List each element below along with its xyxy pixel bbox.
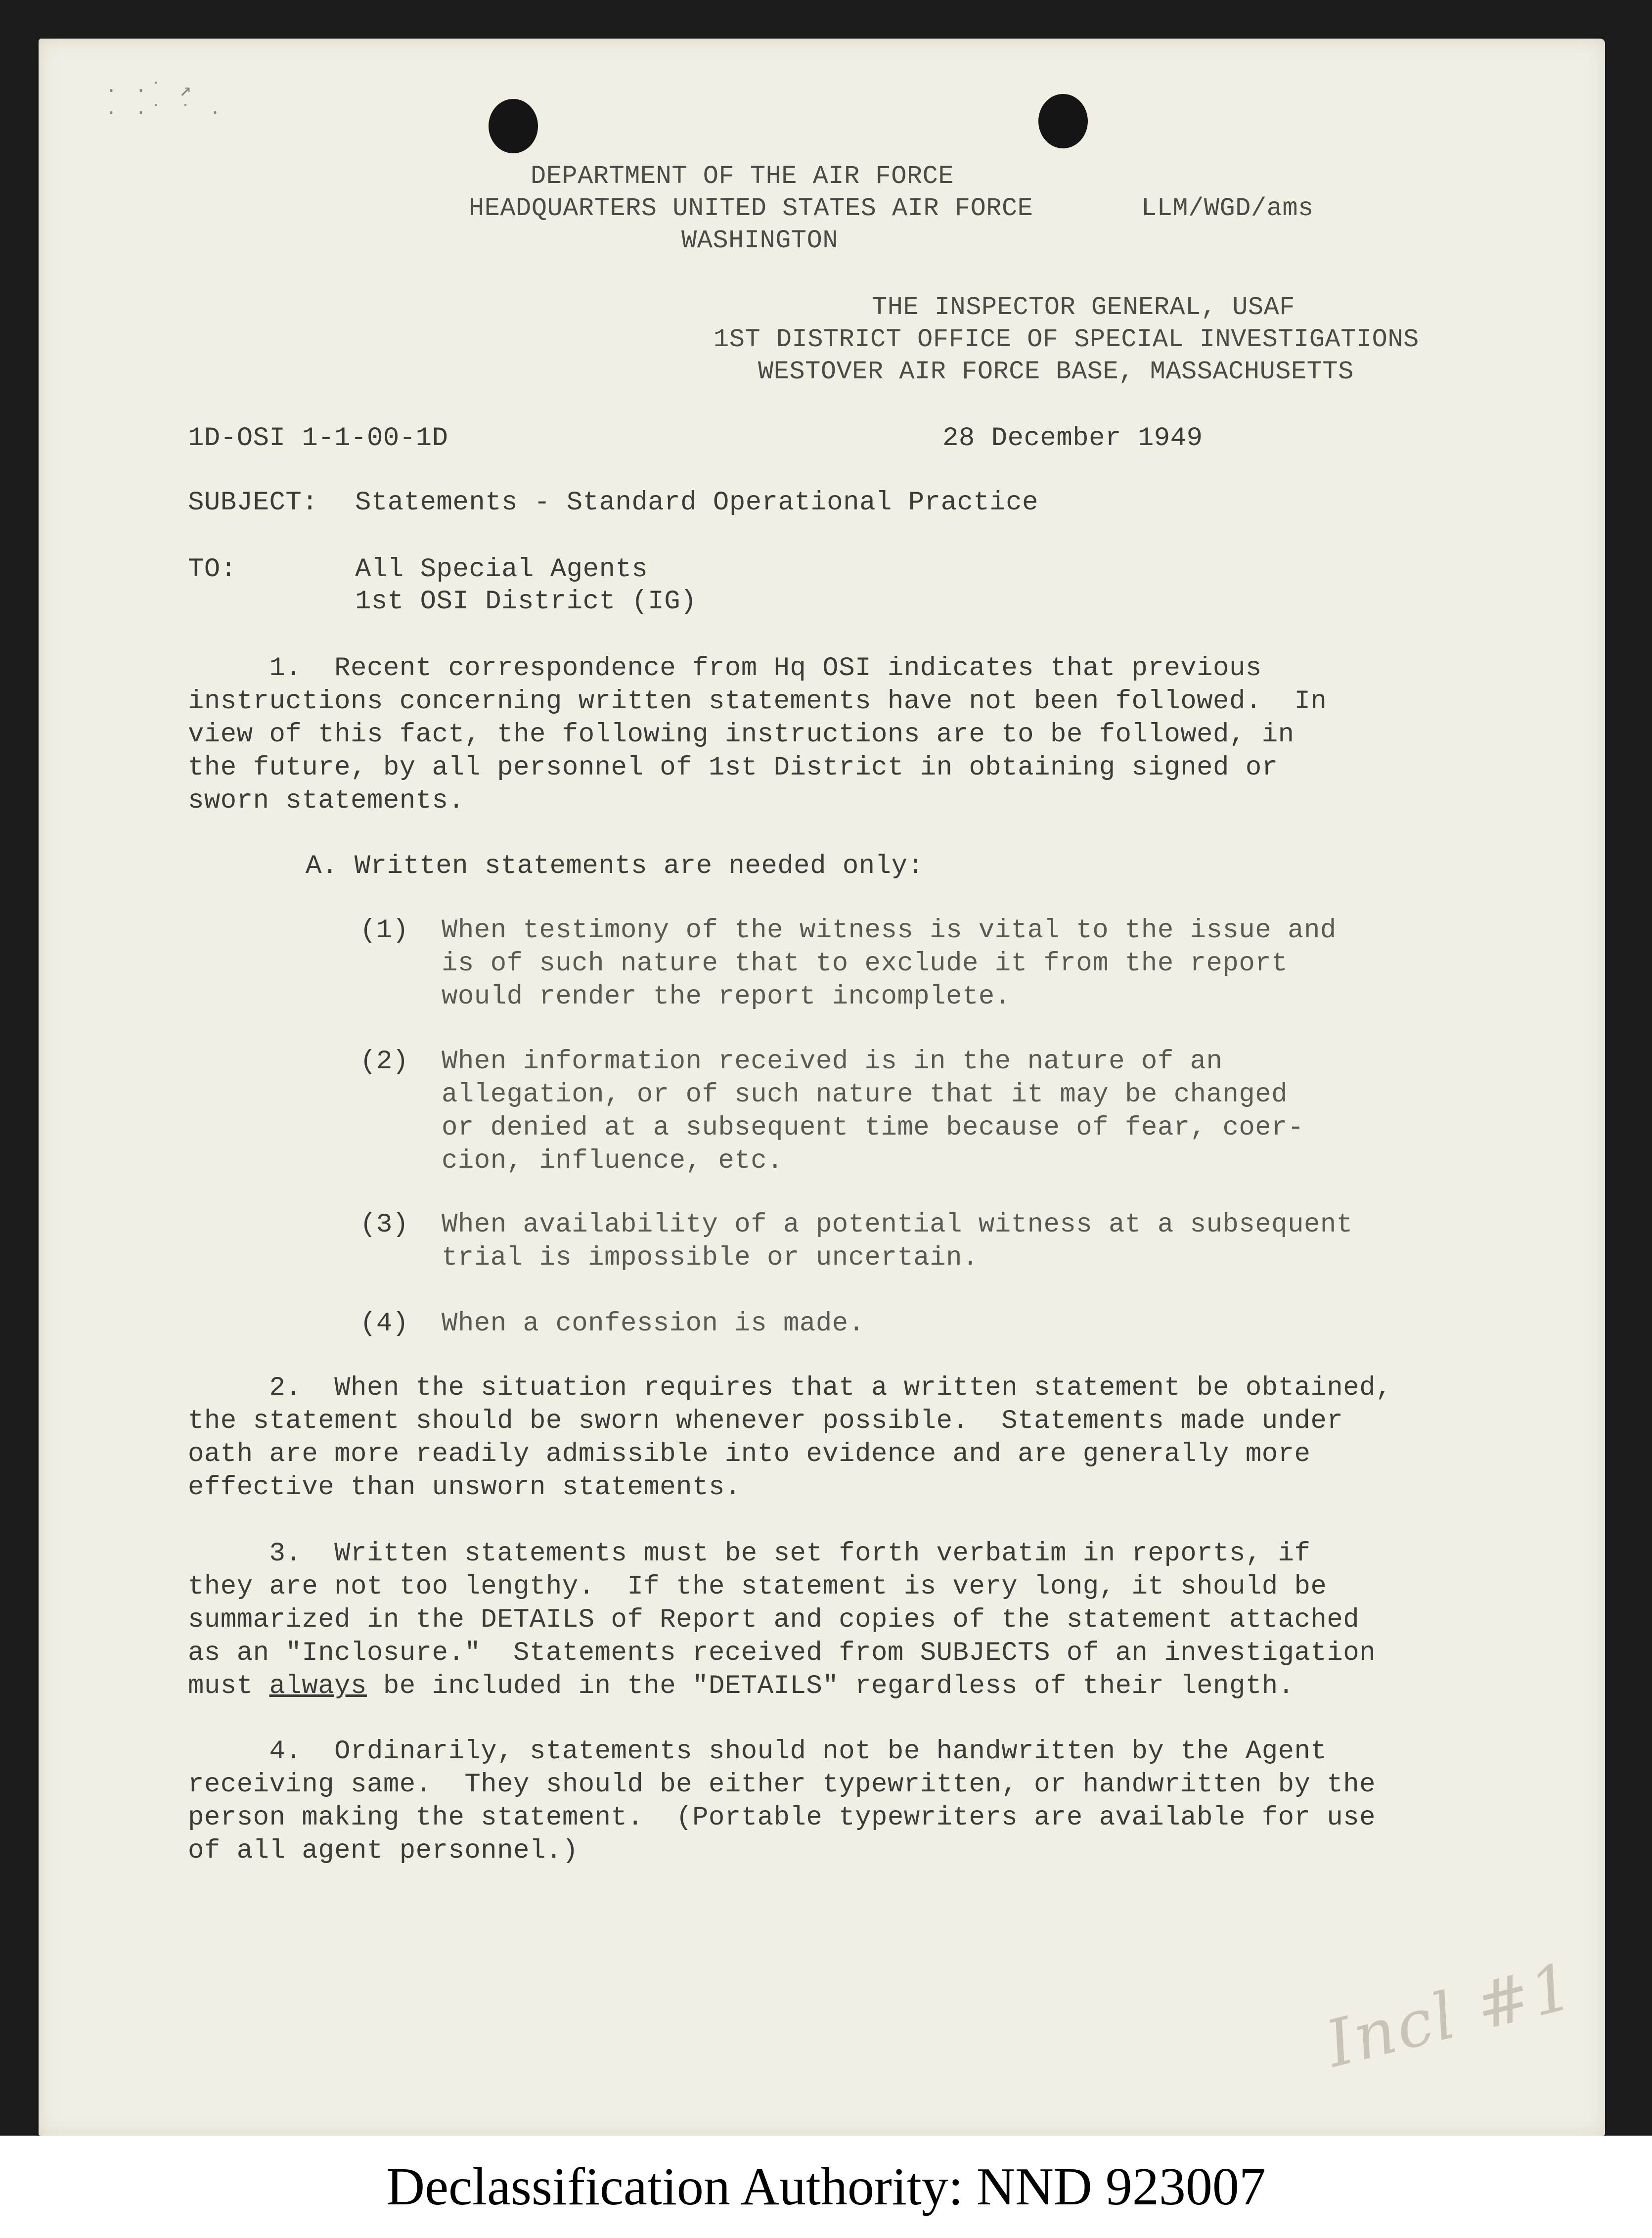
handwritten-inclosure-note: Incl #1 (1319, 1948, 1582, 2082)
item-line: When testimony of the witness is vital to the issue and (442, 915, 1337, 946)
to-line-1: All Special Agents (355, 554, 648, 585)
item-line: When availability of a potential witness at a subsequent (442, 1210, 1353, 1240)
para3-line: they are not too lengthy. If the statement is very long, it should be (188, 1572, 1327, 1602)
office-line-1: THE INSPECTOR GENERAL, USAF (872, 293, 1295, 322)
para2-line: the statement should be sworn whenever possible. Statements made under (188, 1406, 1343, 1436)
item-line: When information received is in the nature of an (442, 1047, 1223, 1077)
para1-line: 1. Recent correspondence from Hq OSI indicates that previous (188, 653, 1262, 684)
para1-line: sworn statements. (188, 786, 465, 816)
para3-line: summarized in the DETAILS of Report and copies of the statement attached (188, 1605, 1360, 1635)
office-line-2: 1ST DISTRICT OFFICE OF SPECIAL INVESTIGATIONS (714, 325, 1419, 354)
para3-line: as an "Inclosure." Statements received from SUBJECTS of an investigation (188, 1638, 1376, 1668)
item-line: trial is impossible or uncertain. (442, 1243, 979, 1273)
para1-line: instructions concerning written statements have not been followed. In (188, 686, 1327, 717)
item-line: or denied at a subsequent time because of fear, coer- (442, 1113, 1304, 1143)
document-date: 28 December 1949 (942, 423, 1203, 454)
para1-line: view of this fact, the following instructions are to be followed, in (188, 720, 1295, 750)
reference-initials: LLM/WGD/ams (1141, 194, 1314, 223)
document-page (39, 39, 1605, 2136)
to-line-2: 1st OSI District (IG) (355, 587, 697, 617)
para4-line: of all agent personnel.) (188, 1836, 579, 1866)
item-line: would render the report incomplete. (442, 982, 1011, 1012)
declassification-footer (0, 2136, 1652, 2238)
declassification-text: Declassification Authority: NND 923007 (386, 2157, 1266, 2216)
item-number: (4) (360, 1309, 409, 1339)
underlined-always: always (269, 1671, 367, 1701)
to-label: TO: (188, 554, 237, 585)
para4-line: 4. Ordinarily, statements should not be handwritten by the Agent (188, 1736, 1327, 1767)
para2-line: effective than unsworn statements. (188, 1472, 741, 1503)
office-line-3: WESTOVER AIR FORCE BASE, MASSACHUSETTS (758, 357, 1354, 386)
item-line: allegation, or of such nature that it may be changed (442, 1080, 1288, 1110)
para4-line: person making the statement. (Portable typewriters are available for use (188, 1803, 1376, 1833)
para2-line: oath are more readily admissible into evidence and are generally more (188, 1439, 1311, 1469)
para3-line (188, 1670, 1295, 1703)
item-line: cion, influence, etc. (442, 1146, 784, 1176)
para3-text: be included in the "DETAILS" regardless of their length. (366, 1671, 1295, 1701)
item-line: is of such nature that to exclude it from the report (442, 949, 1288, 979)
ink-smudge: · ·˙ ↗ · ·˙ ˙ · (105, 80, 224, 125)
punch-hole-right (1038, 94, 1088, 148)
item-line: When a confession is made. (442, 1309, 865, 1339)
punch-hole-left (489, 99, 538, 153)
item-number: (3) (360, 1210, 409, 1240)
letterhead-line-3: WASHINGTON (681, 226, 839, 255)
item-number: (1) (360, 915, 409, 946)
letterhead-line-1: DEPARTMENT OF THE AIR FORCE (531, 162, 954, 191)
para3-text: must (188, 1671, 269, 1701)
subject-label: SUBJECT: (188, 488, 318, 518)
para2-line: 2. When the situation requires that a written statement be obtained, (188, 1373, 1392, 1403)
section-a-heading: A. Written statements are needed only: (306, 851, 924, 881)
para3-line: 3. Written statements must be set forth verbatim in reports, if (188, 1539, 1311, 1569)
para4-line: receiving same. They should be either typewritten, or handwritten by the (188, 1770, 1376, 1800)
subject-text: Statements - Standard Operational Practice (355, 488, 1039, 518)
letterhead-line-2: HEADQUARTERS UNITED STATES AIR FORCE (469, 194, 1033, 223)
para1-line: the future, by all personnel of 1st District in obtaining signed or (188, 753, 1278, 783)
file-number: 1D-OSI 1-1-00-1D (188, 423, 448, 454)
item-number: (2) (360, 1047, 409, 1077)
